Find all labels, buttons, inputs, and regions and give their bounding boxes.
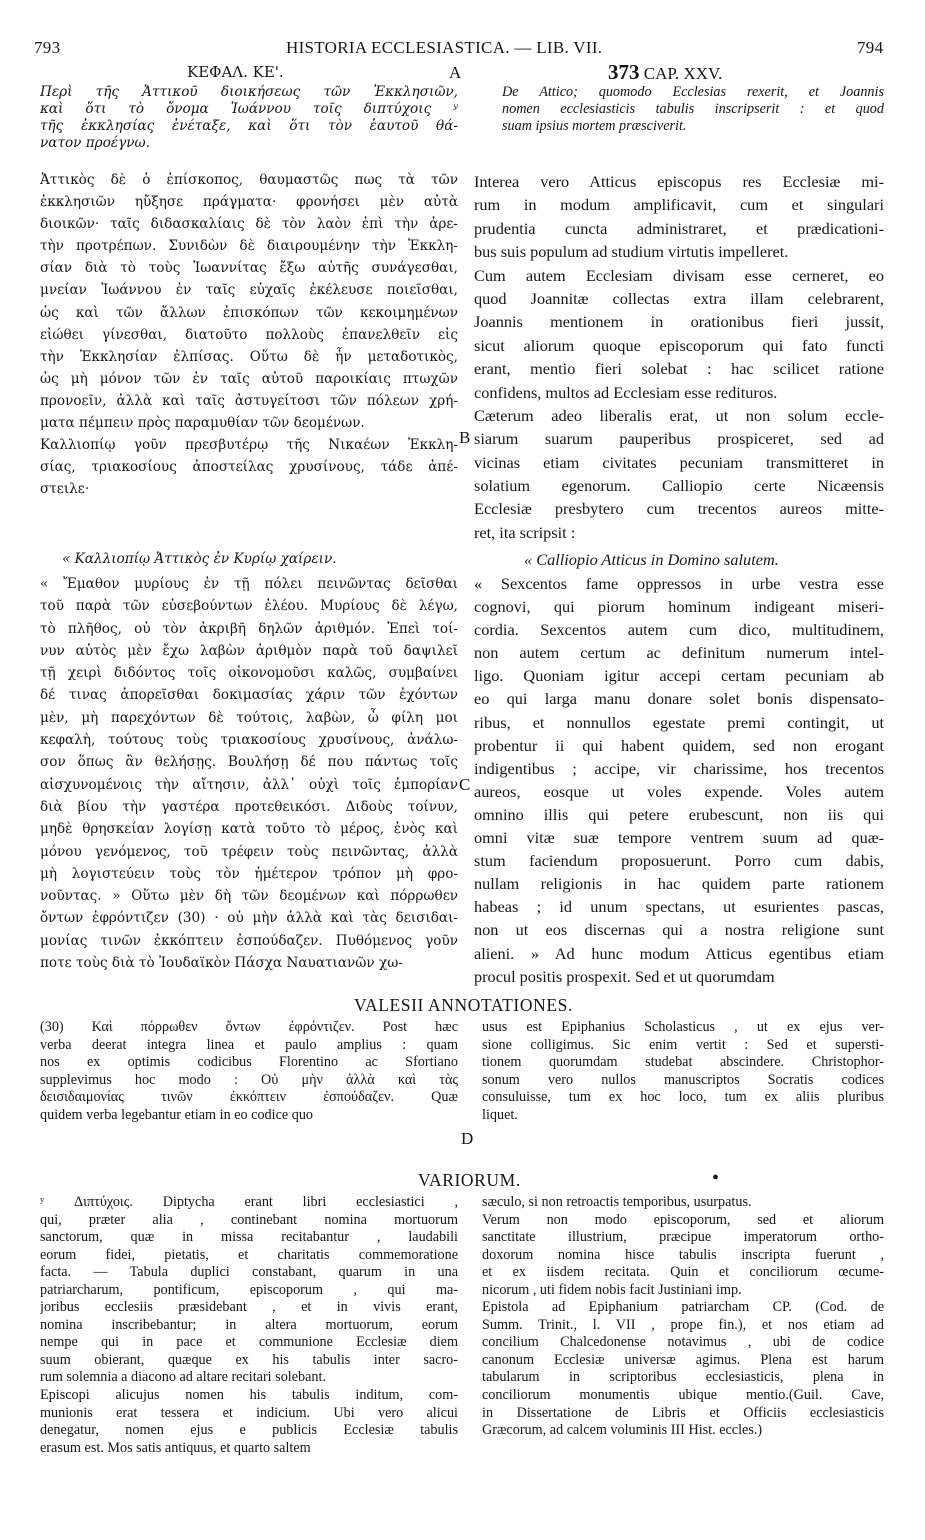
text-line: Græcorum, ad calcem voluminis III Hist. eccles.) xyxy=(482,1422,763,1439)
latin-body-1 xyxy=(474,170,884,544)
text-line: ligo. Quoniam igitur accepi certam pecuniam ab xyxy=(474,666,884,686)
text-line: cognovi, qui piorum hominum indigeant miseri- xyxy=(474,597,884,617)
text-line: non autem certum ac definitum numerum intel- xyxy=(474,643,884,663)
latin-salutation: « Calliopio Atticus in Domino salutem. xyxy=(524,550,779,569)
text-line: νατον προέγνω. xyxy=(40,135,150,151)
text-line: nicorum , uti fidem nobis facit Justiniani imp. xyxy=(482,1281,742,1298)
text-line: quidem verba legebantur etiam in eo codice quo xyxy=(40,1106,314,1123)
text-line: αἰσχυνομένοις τὴν αἴτησιν, ἀλλ᾽ οὐχὶ τοῖς ἐμπορίαν xyxy=(40,776,458,793)
text-line: μὲν, μὴ παρεχόντων δὲ τούτοις, λαβὼν, ὦ φίλη μοι xyxy=(40,709,458,726)
running-title: HISTORIA ECCLESIASTICA. — LIB. VII. xyxy=(286,38,603,57)
text-line: Epistola ad Epiphanium patriarcham CP. (Cod. de xyxy=(482,1299,884,1316)
valesii-right xyxy=(482,1019,884,1125)
text-line: ribus, et nonnullos egestate premi contingit, ut xyxy=(474,712,884,732)
text-line: patriarcharum, pontificum, episcoporum , qui ma- xyxy=(40,1281,458,1298)
column-marker-c: C xyxy=(459,775,471,794)
text-line: quod Joannitæ collectas extra illam celebrarent, xyxy=(474,288,884,308)
text-line: Ecclesiæ presbytero cum trecentos aureos mitte- xyxy=(474,499,884,519)
text-line: et ex iisdem recitata. Quin et conciliorum œcume- xyxy=(482,1264,884,1281)
text-line: σίαν διὰ τὸ τοὺς Ἰωαννίτας ἔξω αὐτῆς συνάγεσθαι, xyxy=(40,260,458,277)
text-line: probentur ii qui habent quidem, sed non erogant xyxy=(474,735,884,755)
text-line: siarum suarum pauperibus prospiceret, sed ad xyxy=(474,429,884,449)
text-line: Cæterum adeo liberalis erat, ut non solum eccle- xyxy=(474,405,884,425)
text-line: habeas ; id unum spectans, ut esurientes pascas, xyxy=(474,897,884,917)
text-line: vicinas etiam civitates pecuniam transmitteret in xyxy=(474,452,884,472)
left-page-number: 793 xyxy=(34,38,61,57)
text-line: doxorum nomina hisce tabulis inscripta fuerunt , xyxy=(482,1246,884,1263)
text-line: tionem quorumdam studebat abscindere. Christophor- xyxy=(482,1054,884,1071)
text-line: τῆς ἐκκλησίας ἐνέταξε, καὶ ὅτι τὸν ἑαυτοῦ θά- xyxy=(40,118,458,134)
star-mark: • xyxy=(712,1167,720,1189)
text-line: erasum est. Mos satis antiquus, et quarto saltem xyxy=(40,1439,311,1456)
text-line: ὄντων ἐφρόντιζεν (30) · οὐ μὴν ἀλλὰ καὶ τὰς δεισιδαι- xyxy=(40,910,458,927)
text-line: ποτε τοὺς διὰ τὸ Ἰουδαϊκὸν Πάσχα Ναυατιανῶν χω- xyxy=(40,955,403,972)
text-line: κεφαλὴ, τούτους τοὺς τριακοσίους χρυσίνους, ἀνάλω- xyxy=(40,732,458,749)
text-line: canonum Ecclesiæ universæ agimus. Plena est harum xyxy=(482,1351,884,1368)
greek-body-1 xyxy=(40,169,458,500)
text-line: suum obierant, quæque ex his tabulis inter sacro- xyxy=(40,1351,458,1368)
text-line: ὡς καὶ τῶν ἄλλων ἐπισκόπων τῶν κεκοιμημένων xyxy=(40,304,458,321)
text-line: Interea vero Atticus episcopus res Ecclesiæ mi- xyxy=(474,172,884,191)
text-line: ματα πέμπειν πρὸς παραμυθίαν τῶν δεομένων. xyxy=(40,415,365,432)
text-line: σον ὅπως ἂν θελήσῃς. Βουλήσῃ δέ που πάντως τοῖς xyxy=(40,754,458,771)
greek-summary xyxy=(40,84,458,152)
valesii-title: VALESII ANNOTATIONES. xyxy=(354,995,573,1015)
text-line: De Attico; quomodo Ecclesias rexerit, et Joannis xyxy=(502,84,884,100)
text-line: μονίας τινῶν ἐκκόπτειν ἐσπούδαζεν. Πυθόμενος γοῦν xyxy=(40,932,458,949)
latin-body-2 xyxy=(474,572,884,988)
text-line: τὸ πλῆθος, οὐ τὸν ἀκριβῆ δηλῶν ἀριθμόν. Ἐπεὶ τοί- xyxy=(40,620,458,637)
text-line: joribus ecclesiis præsidebant , et in vivis erant, xyxy=(40,1299,458,1316)
text-line: procul positis prospexit. Sed et ut quorumdam xyxy=(474,966,775,986)
text-line: usus est Epiphanius Scholasticus , ut ex ejus ver- xyxy=(482,1019,884,1035)
text-line: sicut aliorum quoque episcoporum qui fato functi xyxy=(474,335,884,355)
text-line: ʸ Διπτύχοις. Diptycha erant libri ecclesiastici , xyxy=(40,1194,458,1210)
text-line: Verum non modo episcoporum, sed et aliorum xyxy=(482,1211,884,1228)
latin-chapter-heading xyxy=(608,60,722,85)
text-line: cordia. Sexcentos autem cum dico, multitudinem, xyxy=(474,620,884,640)
text-line: μόνου γενόμενος, τοῦ τρέφειν τοὺς πεινῶντας, ἀλλὰ xyxy=(40,843,458,860)
variorum-right xyxy=(482,1194,884,1440)
text-line: σίας, τριακοσίους ἀποστείλας χρυσίνους, τάδε ἀπέ- xyxy=(40,459,458,476)
text-line: confidens, multos ad Ecclesiam esse redituros. xyxy=(474,382,778,402)
text-line: τῇ χειρὶ διδόντος τοῖς οἰκονομοῦσι καλῶς, συμβαίνει xyxy=(40,665,458,682)
text-line: « Ἔμαθον μυρίους ἐν τῇ πόλει πεινῶντας δεῖσθαι xyxy=(40,576,458,592)
text-line: nos ex optimis codicibus Florentino ac Sfortiano xyxy=(40,1054,458,1071)
text-line: Summ. Trinit., l. VII , prope fin.), et nos etiam ad xyxy=(482,1316,884,1333)
text-line: sanctorum, quæ in missa recitabantur , laudabili xyxy=(40,1229,458,1246)
text-line: στειλε· xyxy=(40,481,90,498)
text-line: verba deerat integra linea et paulo amplius : quam xyxy=(40,1036,458,1053)
text-line: qui, præter alia , continebant nomina mortuorum xyxy=(40,1211,458,1228)
greek-salutation: « Καλλιοπίῳ Ἀττικὸς ἐν Κυρίῳ χαίρειν. xyxy=(62,551,337,567)
text-line: Καλλιοπίῳ γοῦν πρεσβυτέρῳ τῆς Νικαέων Ἐκκλη- xyxy=(40,437,458,454)
text-line: in Dissertatione de Libris et Officiis ecclesiasticis xyxy=(482,1404,884,1421)
valesii-left xyxy=(40,1019,458,1125)
text-line: Episcopi alicujus nomen his tabulis inditum, com- xyxy=(40,1387,458,1404)
text-line: Ἀττικὸς δὲ ὁ ἐπίσκοπος, θαυμαστῶς πως τὰ τῶν xyxy=(40,172,458,188)
text-line: eo qui larga manu donare solet bonis dispensato- xyxy=(474,689,884,709)
column-marker-a: A xyxy=(449,63,462,82)
variorum-title: VARIORUM. xyxy=(418,1170,521,1190)
text-line: τὴν Ἐκκλησίαν ἐλπίσας. Οὕτω δὲ ἦν μεταδοτικὸς, xyxy=(40,348,458,365)
text-line: sæculo, si non retroactis temporibus, usurpatus. xyxy=(482,1194,752,1210)
text-line: « Sexcentos fame oppressos in urbe vestra esse xyxy=(474,574,884,593)
chapter-cap: CAP. XXV. xyxy=(643,64,723,83)
text-line: τοῦ παρὰ τῶν εὐσεβούντων ἐλέου. Μυρίους δὲ λέγω, xyxy=(40,598,458,615)
text-line: supplevimus hoc modo : Οὐ μὴν ἀλλὰ καὶ τὰς xyxy=(40,1071,458,1088)
text-line: Cum autem Ecclesiam divisam esse cerneret, eo xyxy=(474,265,884,285)
latin-summary xyxy=(502,84,884,135)
text-line: non ut eos discernas qui a nostra religione sunt xyxy=(474,920,884,940)
text-line: τὴν προτρέπων. Συνιδὼν δὲ διαιρουμένην τὴν Ἐκκλη- xyxy=(40,238,458,255)
text-line: δεισιδαιμονίας τινῶν ἐκκόπτειν ἐσπούδαζεν. Quæ xyxy=(40,1089,458,1106)
text-line: μνείαν Ἰωάννου ἐν ταῖς εὐχαῖς ἐκέλευσε ποιεῖσθαι, xyxy=(40,282,458,299)
right-page-number: 794 xyxy=(857,38,884,57)
text-line: ἐκκλησιῶν ηὔξησε πράγματα· φρονήσει μὲν αὐτὰ xyxy=(40,194,458,211)
text-line: καὶ ὅτι τὸ ὄνομα Ἰωάννου τοῖς διπτύχοις ʸ xyxy=(40,101,458,117)
text-line: δέ τινας ἀπορεῖσθαι δοκιμασίας χάριν τῶν ἐχόντων xyxy=(40,687,458,704)
text-line: Περὶ τῆς Ἀττικοῦ διοικήσεως τῶν Ἐκκλησιῶν, xyxy=(40,84,458,100)
text-line: denegatur, nomen ejus e publicis Ecclesiæ tabulis xyxy=(40,1422,458,1439)
text-line: sanctitate illustrium, præcipue imperatorum ortho- xyxy=(482,1229,884,1246)
text-line: facta. — Tabula duplici constabant, quarum in una xyxy=(40,1264,458,1281)
text-line: eorum fidei, pietatis, et charitatis commemoratione xyxy=(40,1246,458,1263)
text-line: indigentibus ; accipe, vir charissime, hos trecentos xyxy=(474,758,884,778)
text-line: erant, mentio fieri solebat : hac scilicet ratione xyxy=(474,359,884,379)
text-line: μηδὲ θρησκείαν λογίσῃ κατὰ τοῦτο τὸ μέρος, ἑνὸς καὶ xyxy=(40,821,458,838)
text-line: tabularum in scriptoribus ecclesiasticis, plena in xyxy=(482,1369,884,1386)
text-line: rum solemnia a diacono ad altare recitari solebant. xyxy=(40,1369,326,1386)
text-line: rum in modum amplificavit, cum et singulari xyxy=(474,195,884,215)
text-line: εἰώθει γίνεσθαι, διατοῦτο πολλοὺς ἐπανελθεῖν εἰς xyxy=(40,326,458,343)
greek-body-2 xyxy=(40,573,458,974)
text-line: νυν αὐτὸς μὲν ἔχω λαβὼν ἀριθμὸν παρὰ τοῦ δαψιλεῖ xyxy=(40,642,458,659)
text-line: nempe qui in pace et communione Ecclesiæ diem xyxy=(40,1334,458,1351)
text-line: προνοεῖν, ἀλλὰ καὶ ταῖς ἀστυγείτοσι τῶν πόλεων χρή- xyxy=(40,392,458,409)
text-line: (30) Καὶ πόρρωθεν ὄντων ἐφρόντιζεν. Post hæc xyxy=(40,1019,458,1035)
variorum-left xyxy=(40,1194,458,1457)
text-line: διοικῶν· ταῖς διδασκαλίαις δὲ τὸν λαὸν ἐπὶ τὴν ἀρε- xyxy=(40,216,458,233)
text-line: consuluisse, tum ex hoc loco, tum ex aliis pluribus xyxy=(482,1089,884,1106)
chapter-number: 373 xyxy=(608,60,640,84)
text-line: Joannis mentionem in orationibus fieri jussit, xyxy=(474,312,884,332)
text-line: bus suis populum ad studium virtutis impelleret. xyxy=(474,242,789,262)
text-line: nomina inscribebantur; in altera mortuorum, eorum xyxy=(40,1316,458,1333)
text-line: suam ipsius mortem præsciverit. xyxy=(502,118,687,134)
text-line: nullam religionis in hac quidem parte rationem xyxy=(474,874,884,894)
text-line: liquet. xyxy=(482,1106,518,1123)
column-marker-b: B xyxy=(459,428,471,447)
text-line: μὴ λογιστεύειν τοὺς τὸν ἡμέτερον τρόπον μὴ φρο- xyxy=(40,865,458,882)
text-line: διὰ βίου τὴν γαστέρα προτεθεικόσι. Διδοὺς τοίνυν, xyxy=(40,798,458,815)
text-line: solatium egenorum. Calliopio certe Nicæensis xyxy=(474,476,884,496)
text-line: stum faciendum proposuerunt. Porro cum dabis, xyxy=(474,851,884,871)
text-line: ὡς μὴ μόνον τῶν ἐν ταῖς αὐτοῦ παροικίαις πτωχῶν xyxy=(40,370,458,387)
greek-chapter-heading: ΚΕΦΑΛ. ΚΕ'. xyxy=(187,63,284,81)
column-marker-d: D xyxy=(461,1129,474,1148)
text-line: conciliorum monumentis ubique mentio.(Guil. Cave, xyxy=(482,1387,884,1404)
text-line: munionis erat tessera et indicium. Ubi vero alicui xyxy=(40,1404,458,1421)
text-line: sonum vero nullos manuscriptos Socratis codices xyxy=(482,1071,884,1088)
text-line: ret, ita scripsit : xyxy=(474,522,576,542)
text-line: omni vitæ suæ tempore ventrem suum ad quæ- xyxy=(474,828,884,848)
text-line: aureos, eosque ut voles expende. Voles autem xyxy=(474,781,884,801)
text-line: sione colligimus. Sic enim vertit : Sed et supersti- xyxy=(482,1036,884,1053)
text-line: alieni. » Ad hunc modum Atticus egentibus etiam xyxy=(474,943,884,963)
text-line: νοῦντας. » Οὕτω μὲν δὴ τῶν δεομένων καὶ πόρρωθεν xyxy=(40,888,458,905)
text-line: prudentia cuncta administraret, et prædicationi- xyxy=(474,218,884,238)
text-line: nomen ecclesiasticis tabulis inscripserit : et quod xyxy=(502,101,884,117)
text-line: concilium Chalcedonense notavimus , ubi de codice xyxy=(482,1334,884,1351)
text-line: omnino illis qui petere erubescunt, non iis qui xyxy=(474,804,884,824)
